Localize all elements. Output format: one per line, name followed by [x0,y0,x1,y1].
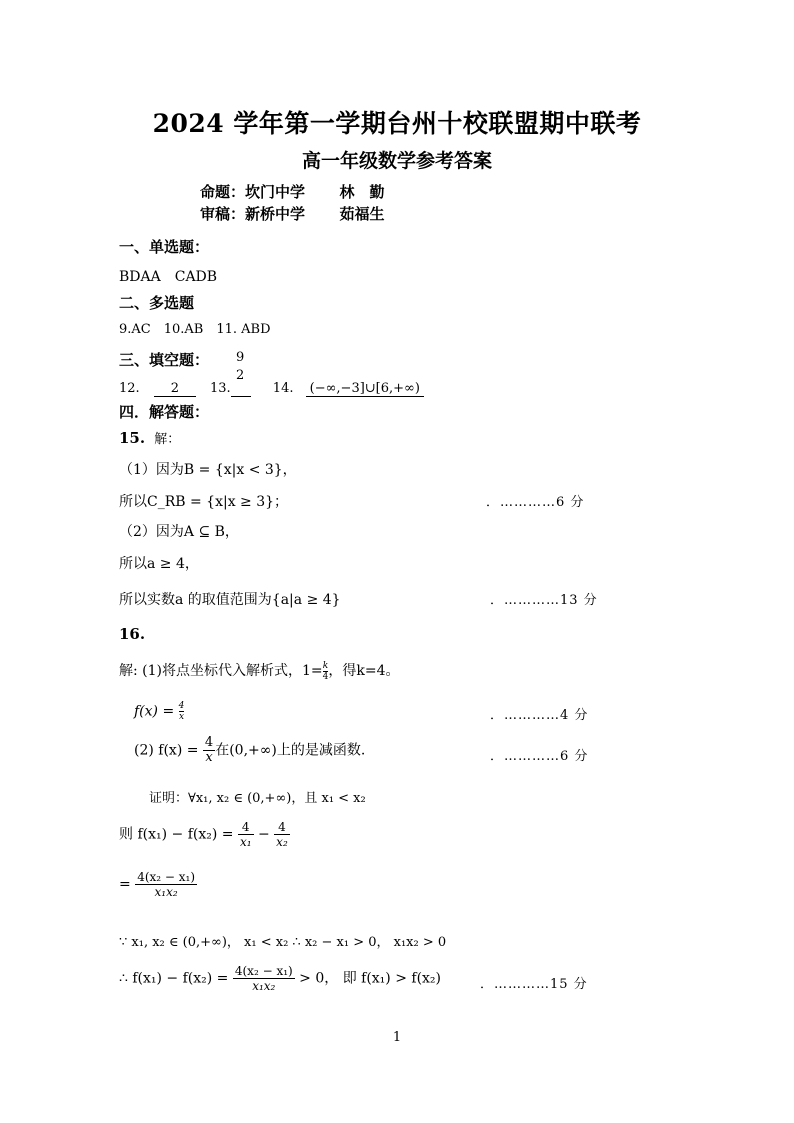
q16-number: 16. [119,625,146,643]
frac-numerator: 4 [204,735,214,750]
reviewer-school: 新桥中学 [245,205,306,223]
author-school: 坎门中学 [245,183,306,201]
q15-header [119,428,180,447]
q14-label: 14. [272,381,294,396]
page-subtitle: 高一年级数学参考答案 [301,150,492,172]
author-line [200,181,385,202]
q16-line3 [134,736,365,765]
q15-line5: 所以实数a 的取值范围为{a|a ≥ 4} [119,592,341,608]
q13-denominator: 2 [236,368,245,383]
q16-line3-post: 在(0,+∞)上的是减函数. [215,742,366,759]
frac-denominator: x₁ [239,835,252,849]
q15-number: 15. [119,429,146,447]
q13-label: 13. [209,381,231,396]
q16-line3-pre: (2) f(x) = [134,742,199,759]
reviewer-label: 审稿： [200,205,246,223]
q16-line2-pre: f(x) = [134,703,175,720]
q16-line5 [119,820,290,849]
q16-line2-fraction [179,701,185,722]
section1-answers: BDAA CADB [119,269,218,285]
frac-denominator: x₁x₂ [252,979,276,993]
q15-score1: ．…………6 分 [486,495,585,510]
q16-line8-pre: ∴ f(x₁) − f(x₂) = [119,970,229,987]
author-name: 林 勤 [339,183,385,201]
frac-denominator: x₁x₂ [154,885,178,899]
q16-line4: 证明：∀x₁, x₂ ∈ (0,+∞)，且 x₁ < x₂ [149,791,366,806]
q15-solve: 解： [154,432,181,447]
fill-blank-answers [119,381,424,397]
q16-line2 [134,701,184,722]
q12-answer: 2 [154,381,196,397]
frac-denominator: x [178,712,185,722]
q16-line5-op: − [257,826,270,843]
section2-heading: 二、多选题 [119,294,195,312]
section1-heading: 一、单选题： [119,238,210,256]
q16-line3-fraction [203,736,215,765]
q16-line1-post: ，得k=4。 [328,663,400,679]
q15-line4: 所以a ≥ 4， [119,556,199,572]
q16-line8 [119,964,441,993]
q16-line1-pre: 解: (1)将点坐标代入解析式，1= [119,663,323,679]
q12-label: 12. [119,381,140,396]
section4-heading: 四．解答题： [119,403,210,421]
q16-score3: ．…………15 分 [480,977,588,992]
q13-blank [231,381,251,397]
q14-answer: (−∞,−3]∪[6,+∞) [306,381,424,397]
q15-line1: （1）因为B = {x|x < 3}， [119,462,297,478]
page-title: 2024 学年第一学期台州十校联盟期中联考 [152,109,642,138]
q16-line8-fraction [233,964,295,993]
q16-line8-post: > 0， 即 f(x₁) > f(x₂) [299,970,442,987]
frac-numerator: 4(x₂ − x₁) [234,964,293,978]
q15-line3: （2）因为A ⊆ B， [119,524,239,540]
frac-numerator: 4(x₂ − x₁) [137,870,196,884]
q13-numerator: 9 [236,350,245,365]
q16-line6-fraction [135,870,197,899]
frac-denominator: x [205,750,213,765]
q16-line5-fraction-a [238,820,254,849]
section2-answers: 9.AC 10.AB 11. ABD [119,322,271,337]
reviewer-name: 茹福生 [339,205,385,223]
q16-score1: ．…………4 分 [490,708,589,723]
q16-score2: ．…………6 分 [490,749,589,764]
q16-line1 [119,660,400,682]
q16-line7: ∵ x₁, x₂ ∈ (0,+∞)， x₁ < x₂ ∴ x₂ − x₁ > 0， x₁x₂ > 0 [119,935,447,950]
frac-numerator: 4 [274,820,290,835]
author-label: 命题： [200,183,246,201]
frac-numerator: k [322,660,329,671]
section3-heading: 三、填空题： [119,351,210,369]
frac-numerator: 4 [238,820,254,835]
q16-line5-pre: 则 f(x₁) − f(x₂) = [119,826,234,843]
q16-line6 [119,870,197,899]
q16-line5-fraction-b [274,820,290,849]
q15-line2: 所以C_RB = {x|x ≥ 3}； [119,494,289,510]
frac-denominator: x₂ [276,835,288,849]
reviewer-line [200,203,385,224]
q16-line6-pre: = [119,876,131,893]
frac-numerator: 4 [178,701,185,711]
page-number: 1 [392,1030,402,1045]
q15-score2: ．…………13 分 [490,593,598,608]
frac-denominator: 4 [322,671,329,682]
